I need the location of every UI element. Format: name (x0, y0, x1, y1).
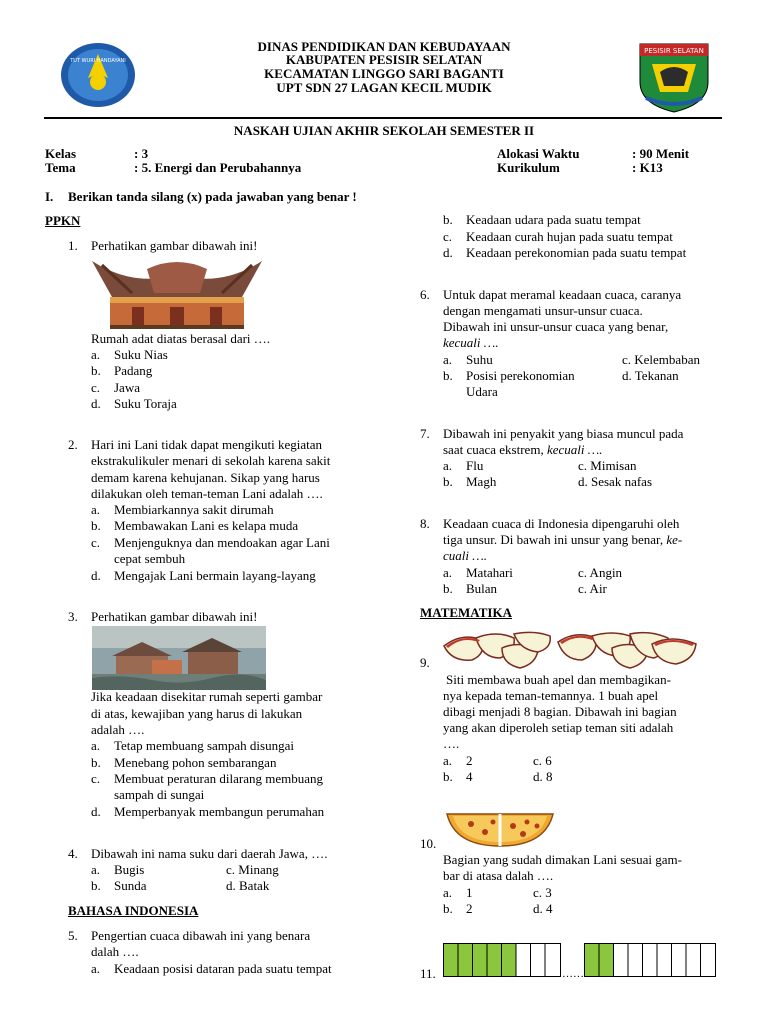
q3-b-text: Menebang pohon sembarangan (114, 755, 277, 770)
kurikulum-label: Kurikulum (497, 160, 560, 175)
q10-number: 10. (420, 836, 437, 851)
q9-line-2: nya kepada teman-temannya. 1 buah apel (443, 688, 659, 703)
q7-b-label: b. (443, 474, 453, 489)
q8-line-2 (443, 532, 682, 548)
header-line-1: DINAS PENDIDIKAN DAN KEBUDAYAAN (257, 39, 511, 54)
header-line-2: KABUPATEN PESISIR SELATAN (285, 52, 483, 67)
tema-value: : 5. Energi dan Perubahannya (134, 160, 302, 175)
q5-c-label: c. (443, 229, 453, 244)
q8-a-text: Matahari (466, 565, 513, 580)
q7-c: c. Mimisan (578, 458, 637, 473)
q8-d: c. Air (578, 581, 607, 596)
q9-b-text: 4 (466, 769, 473, 784)
q2-c-label: c. (91, 535, 101, 550)
q5-line-2: dalah …. (91, 944, 139, 959)
rumah-adat-image (92, 257, 262, 331)
instruction-number: I. (45, 189, 54, 204)
q9-a-label: a. (443, 753, 453, 768)
q1-number: 1. (68, 238, 78, 253)
q8-a-label: a. (443, 565, 453, 580)
flood-image (92, 626, 266, 690)
logo-right-text: PESISIR SELATAN (644, 47, 704, 55)
fraction-bar-1 (443, 943, 561, 977)
q6-b-text-1: Posisi perekonomian (466, 368, 575, 383)
logo-right (638, 42, 710, 114)
q2-line-1: Hari ini Lani tidak dapat mengikuti kegiatan (91, 437, 323, 452)
q2-b-text: Membawakan Lani es kelapa muda (114, 518, 299, 533)
q9-line-5: …. (443, 736, 460, 751)
q1-a-label: a. (91, 347, 101, 362)
q11-number: 11. (420, 966, 436, 981)
q7-line-2b: kecuali …. (546, 442, 603, 457)
q7-d: d. Sesak nafas (578, 474, 653, 489)
q3-d-label: d. (91, 804, 101, 819)
q8-line-2b: ke- (666, 532, 683, 547)
q1-c-text: Jawa (114, 380, 140, 395)
q2-d-label: d. (91, 568, 101, 583)
q5-a-text: Keadaan posisi dataran pada suatu tempat (114, 961, 332, 976)
q2-number: 2. (68, 437, 78, 452)
q7-b-text: Magh (466, 474, 497, 489)
waktu-label: Alokasi Waktu (497, 146, 580, 161)
q10-line-1: Bagian yang sudah dimakan Lani sesuai gam- (443, 852, 682, 867)
instruction: Berikan tanda silang (x) pada jawaban yang benar ! (68, 189, 357, 204)
waktu-value: : 90 Menit (632, 146, 690, 161)
section-ppkn: PPKN (45, 213, 81, 228)
q9-b-label: b. (443, 769, 453, 784)
q8-line-3: cuali …. (443, 548, 488, 563)
q3-text: Perhatikan gambar dibawah ini! (91, 609, 258, 624)
q9-number: 9. (420, 655, 430, 670)
q4-text: Dibawah ini nama suku dari daerah Jawa, …. (91, 846, 328, 861)
q7-a-label: a. (443, 458, 453, 473)
q1-b-text: Padang (114, 363, 153, 378)
q6-number: 6. (420, 287, 430, 302)
q3-line-1: Jika keadaan disekitar rumah seperti gambar (91, 689, 323, 704)
q6-b-label: b. (443, 368, 453, 383)
q2-a-text: Membiarkannya sakit dirumah (114, 502, 274, 517)
q1-text: Perhatikan gambar dibawah ini! (91, 238, 258, 253)
q8-number: 8. (420, 516, 430, 531)
q5-number: 5. (68, 928, 78, 943)
kelas-value: : 3 (134, 146, 149, 161)
header-line-3: KECAMATAN LINGGO SARI BAGANTI (264, 66, 504, 81)
header-rule (44, 117, 722, 119)
fraction-bar-2 (584, 943, 716, 977)
q6-a-label: a. (443, 352, 453, 367)
q4-c: c. Minang (226, 862, 279, 877)
q8-c: c. Angin (578, 565, 623, 580)
q9-line-4: yang akan diperoleh setiap teman siti adalah (443, 720, 674, 735)
section-bahasa: BAHASA INDONESIA (68, 903, 199, 918)
q6-c: c. Kelembaban (622, 352, 700, 367)
q2-c-text-2: cepat sembuh (114, 551, 186, 566)
kelas-label: Kelas (45, 146, 77, 161)
q2-line-3: demam karena kehujanan. Sikap yang harus (91, 470, 320, 485)
q3-a-label: a. (91, 738, 101, 753)
q2-b-label: b. (91, 518, 101, 533)
header-line-4: UPT SDN 27 LAGAN KECIL MUDIK (276, 80, 492, 95)
q5-a-label: a. (91, 961, 101, 976)
logo-left-text: TUT WURI HANDAYANI (70, 58, 126, 64)
q4-number: 4. (68, 846, 78, 861)
q9-line-3: dibagi menjadi 8 bagian. Dibawah ini bagian (443, 704, 677, 719)
q6-line-2: dengan mengamati unsur-unsur cuaca. (443, 303, 643, 318)
q2-c-text-1: Menjenguknya dan mendoakan agar Lani (114, 535, 330, 550)
q3-number: 3. (68, 609, 78, 624)
q10-b-label: b. (443, 901, 453, 916)
q1-b-label: b. (91, 363, 101, 378)
q10-c: c. 3 (533, 885, 552, 900)
kurikulum-value: : K13 (632, 160, 663, 175)
q10-a-label: a. (443, 885, 453, 900)
q5-c-text: Keadaan curah hujan pada suatu tempat (466, 229, 673, 244)
q5-d-label: d. (443, 245, 453, 260)
q4-b-label: b. (91, 878, 101, 893)
q8-line-1: Keadaan cuaca di Indonesia dipengaruhi oleh (443, 516, 680, 531)
q5-d-text: Keadaan perekonomian pada suatu tempat (466, 245, 687, 260)
q10-d: d. 4 (533, 901, 553, 916)
q10-a-text: 1 (466, 885, 473, 900)
q1-a-text: Suku Nias (114, 347, 168, 362)
q6-a-text: Suhu (466, 352, 493, 367)
q3-line-2: di atas, kewajiban yang harus di lakukan (91, 706, 303, 721)
q10-b-text: 2 (466, 901, 473, 916)
q8-b-text: Bulan (466, 581, 498, 596)
tema-label: Tema (45, 160, 76, 175)
q1-d-label: d. (91, 396, 101, 411)
q6-line-4: kecuali …. (443, 335, 499, 350)
q2-line-2: ekstrakulikuler menari di sekolah karena sakit (91, 453, 331, 468)
q4-a-text: Bugis (114, 862, 145, 877)
apple-slices-image (442, 630, 702, 670)
q4-a-label: a. (91, 862, 101, 877)
q5-b-label: b. (443, 212, 453, 227)
q7-number: 7. (420, 426, 430, 441)
q1-question: Rumah adat diatas berasal dari …. (91, 331, 271, 346)
q7-line-2 (443, 442, 603, 458)
q4-b-text: Sunda (114, 878, 147, 893)
q4-d: d. Batak (226, 878, 270, 893)
q5-line-1: Pengertian cuaca dibawah ini yang benara (91, 928, 311, 943)
q3-c-text-1: Membuat peraturan dilarang membuang (114, 771, 324, 786)
q2-d-text: Mengajak Lani bermain layang-layang (114, 568, 316, 583)
q6-b-text-2: Udara (466, 384, 498, 399)
section-matematika: MATEMATIKA (420, 605, 512, 620)
q2-line-4: dilakukan oleh teman-teman Lani adalah …. (91, 486, 323, 501)
q3-a-text: Tetap membuang sampah disungai (114, 738, 294, 753)
q6-line-1: Untuk dapat meramal keadaan cuaca, caranya (443, 287, 682, 302)
q1-d-text: Suku Toraja (114, 396, 177, 411)
q3-c-text-2: sampah di sungai (114, 787, 205, 802)
q9-c: c. 6 (533, 753, 552, 768)
pizza-image (445, 812, 555, 848)
q8-b-label: b. (443, 581, 453, 596)
q3-d-text: Memperbanyak membangun perumahan (114, 804, 325, 819)
q3-line-3: adalah …. (91, 722, 145, 737)
q6-line-3: Dibawah ini unsur-unsur cuaca yang benar, (443, 319, 669, 334)
q7-line-1: Dibawah ini penyakit yang biasa muncul pada (443, 426, 684, 441)
q9-line-1: Siti membawa buah apel dan membagikan- (446, 672, 671, 687)
q3-b-label: b. (91, 755, 101, 770)
q9-a-text: 2 (466, 753, 473, 768)
q9-d: d. 8 (533, 769, 553, 784)
q6-d: d. Tekanan (622, 368, 679, 383)
q7-a-text: Flu (466, 458, 484, 473)
q8-line-2a: tiga unsur. Di bawah ini unsur yang benar, (443, 532, 667, 547)
q5-b-text: Keadaan udara pada suatu tempat (466, 212, 641, 227)
q3-c-label: c. (91, 771, 101, 786)
exam-title: NASKAH UJIAN AKHIR SEKOLAH SEMESTER II (233, 123, 535, 138)
q1-c-label: c. (91, 380, 101, 395)
q7-line-2a: saat cuaca ekstrem, (443, 442, 547, 457)
q10-line-2: bar di atasa dalah …. (443, 868, 554, 883)
q11-dots: …… (562, 968, 584, 980)
q2-a-label: a. (91, 502, 101, 517)
